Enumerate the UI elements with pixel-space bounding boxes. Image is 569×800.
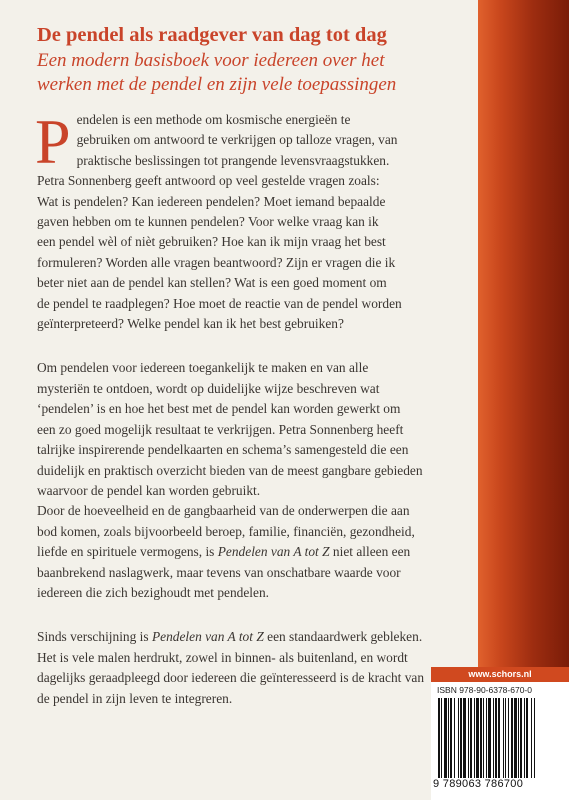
- description-line: een zo goed mogelijk resultaat te verkrijgen. Petra Sonnenberg heeft: [37, 421, 404, 437]
- description-line: waarvoor de pendel kan worden gebruikt.: [37, 482, 261, 498]
- headline-title: De pendel als raadgever van dag tot dag: [37, 24, 387, 46]
- description-line: [37, 542, 477, 562]
- drop-cap: P: [35, 106, 71, 177]
- intro-line: een pendel wèl of nièt gebruiken? Hoe kan ik mijn vraag het best: [37, 234, 386, 250]
- text-span: niet alleen een: [329, 544, 411, 560]
- back-cover-headline: [37, 22, 477, 97]
- subtitle-line: Een modern basisboek voor iedereen over het: [37, 50, 385, 71]
- description-line: talrijke inspirerende pendelkaarten en schema’s samengesteld die een: [37, 442, 409, 458]
- text-span: liefde en spirituele vermogens, is: [37, 544, 218, 560]
- intro-line: praktische beslissingen tot prangende levensvraagstukken.: [76, 152, 390, 168]
- closing-line: [37, 627, 477, 647]
- intro-line: beter niet aan de pendel kan stellen? Wat is een goed moment om: [37, 275, 387, 291]
- description-line: Om pendelen voor iedereen toegankelijk te maken en van alle: [37, 360, 369, 376]
- blurb-body: [35, 106, 477, 709]
- description-line: ‘pendelen’ is en hoe het best met de pendel kan worden gewerkt om: [37, 401, 401, 417]
- publisher-url: www.schors.nl: [431, 667, 569, 682]
- description-line: iedereen die zich bezighoudt met pendelen.: [37, 584, 270, 600]
- intro-line: gebruiken om antwoord te verkrijgen op talloze vragen, van: [76, 132, 398, 148]
- description-line: duidelijk en praktisch overzicht bieden van de meest gangbare gebieden: [37, 462, 423, 478]
- text-span: Sinds verschijning is: [37, 629, 152, 645]
- book-title: Pendelen van A tot Z: [151, 629, 264, 645]
- headline-subtitle: [37, 49, 477, 97]
- description-paragraph: [37, 358, 477, 603]
- intro-line: Wat is pendelen? Kan iedereen pendelen? Moet iemand bepaalde: [37, 193, 386, 209]
- intro-line: de pendel te raadplegen? Hoe moet de reactie van de pendel worden: [37, 295, 402, 311]
- subtitle-line: werken met de pendel en zijn vele toepassingen: [37, 74, 397, 95]
- description-line: mysteriën te ontdoen, wordt op duidelijke wijze beschreven wat: [37, 380, 380, 396]
- intro-line: formuleren? Worden alle vragen beantwoord? Zijn er vragen die ik: [37, 254, 396, 270]
- closing-paragraph: [37, 627, 477, 709]
- barcode-panel: [431, 682, 569, 800]
- description-line: bod komen, zoals bijvoorbeeld beroep, familie, financiën, gezondheid,: [37, 523, 415, 539]
- intro-line: endelen is een methode om kosmische energieën te: [76, 112, 351, 127]
- description-line: baanbrekend naslagwerk, maar tevens van onschatbare waarde voor: [37, 564, 401, 580]
- intro-line: gaven hebben om te kunnen pendelen? Voor welke vraag kan ik: [37, 214, 379, 230]
- book-title: Pendelen van A tot Z: [217, 544, 330, 560]
- closing-line: Het is vele malen herdrukt, zowel in binnen- als buitenland, en wordt: [37, 649, 408, 665]
- intro-paragraph: [35, 106, 477, 334]
- intro-line: geïnterpreteerd? Welke pendel kan ik het best gebruiken?: [37, 316, 344, 332]
- closing-line: de pendel in zijn leven te integreren.: [37, 690, 233, 706]
- barcode-digits: 9 789063 786700: [433, 778, 524, 790]
- closing-line: dagelijks geraadpleegd door iedereen die geïnteresseerd is de kracht van: [37, 670, 425, 686]
- text-span: een standaardwerk gebleken.: [263, 629, 423, 645]
- barcode-graphic: [437, 698, 565, 778]
- intro-line: Petra Sonnenberg geeft antwoord op veel gestelde vragen zoals:: [37, 173, 380, 189]
- isbn-label: ISBN 978-90-6378-670-0: [437, 685, 532, 695]
- description-line: Door de hoeveelheid en de gangbaarheid van de onderwerpen die aan: [37, 503, 410, 519]
